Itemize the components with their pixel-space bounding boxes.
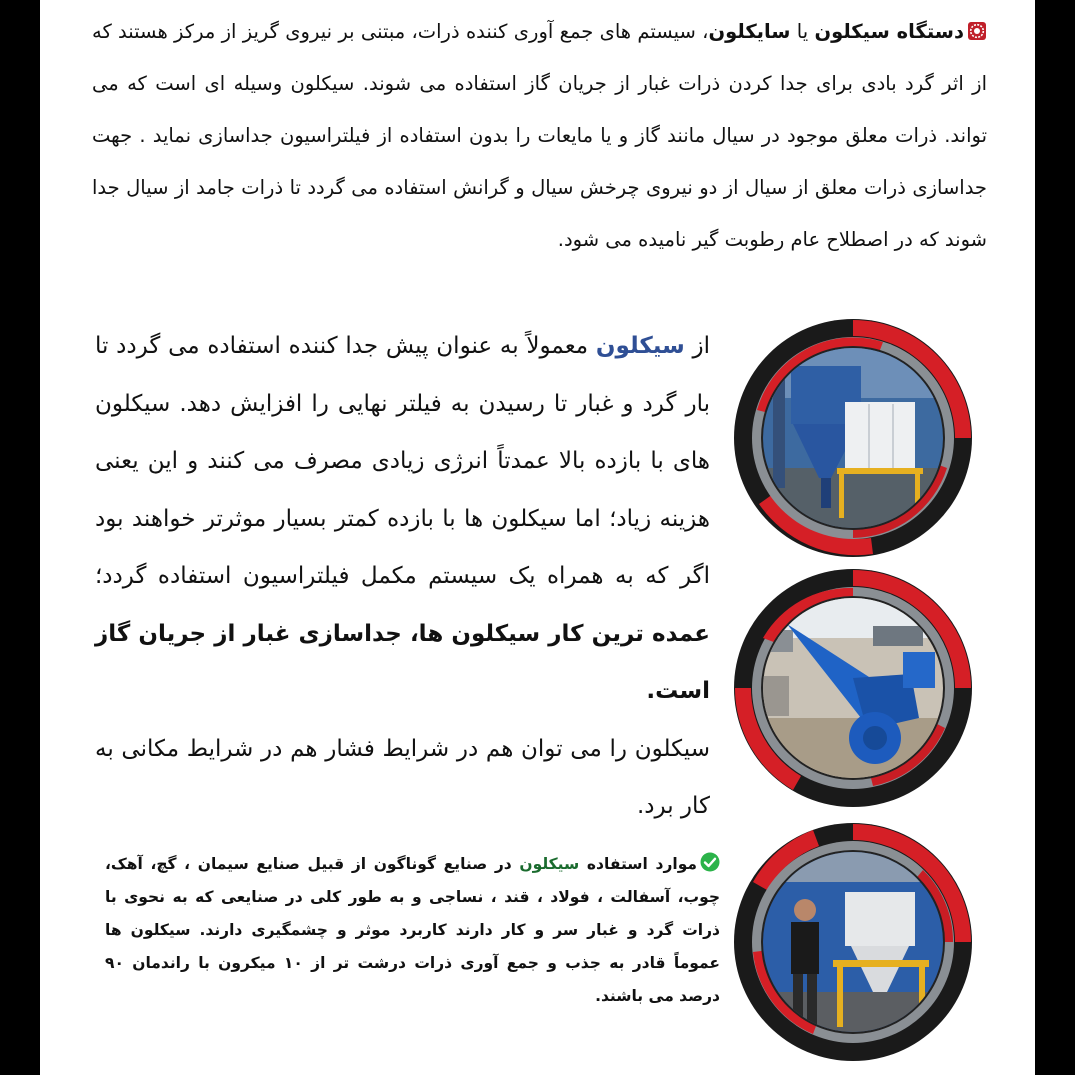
gear-bullet-icon <box>967 21 987 41</box>
section2-accent-term: سیکلون <box>595 333 685 359</box>
usage-body: در صنایع گوناگون از قبیل صنایع سیمان ، گچ، آهک، چوب، آسفالت ، فولاد ، قند ، نساجی و به طور کلی در صنایعی که به نحوی با ذرات گرد و غبار سر و کار دارند کاربرد موثر و چشمگیری دارند. سیکلون ها عموماً قادر به جذب و جمع آوری ذرات درشت تر از ۱۰ میکرون با راندمان ۹۰ درصد می باشند. <box>105 855 721 1005</box>
intro-body: ، سیستم های جمع آوری کننده ذرات، مبتنی بر نیروی گریز از مرکز هستند که از اثر گرد بادی برای جدا کردن ذرات غبار از جریان گاز استفاده می شوند. سیکلون وسیله ای است که می تواند. ذرات معلق موجود در سیال مانند گاز و یا مایعات را بدون استفاده از فیلتراسیون جداسازی نماید . جهت جداسازی ذرات معلق از سیال از دو نیروی چرخش سیال و گرانش استفاده می گردد تا ذرات جامد از سیال جدا شوند که در اصطلاح عام رطوبت گیر نامیده می شود. <box>92 20 987 251</box>
check-circle-icon <box>700 852 720 872</box>
intro-lead-term: دستگاه سیکلون <box>814 20 964 43</box>
cyclone-worker-photo <box>733 822 973 1062</box>
preseparator-paragraph <box>95 318 710 836</box>
section2-body: معمولاً به عنوان پیش جدا کننده استفاده می گردد تا بار گرد و غبار تا رسیدن به فیلتر نهایی را افزایش دهد. سیکلون های با بازده بالا عمدتاً انرژی زیادی مصرف می کنند و این یعنی هزینه زیاد؛ اما سیکلون ها با بازده کمتر بسیار موثرتر خواهند بود اگر که به همراه یک سیستم مکمل فیلتراسیون استفاده گردد؛ <box>95 333 710 589</box>
intro-paragraph <box>92 6 987 266</box>
article-page <box>40 0 1035 1075</box>
blue-cyclone-yard-photo <box>733 568 973 808</box>
section2-prefix: از <box>684 333 710 359</box>
intro-lead-term-2: سایکلون <box>708 20 791 43</box>
usage-label-prefix: موارد استفاده <box>579 855 698 873</box>
section2-body-after: سیکلون را می توان هم در شرایط فشار هم در شرایط مکانی به کار برد. <box>95 735 710 819</box>
usage-paragraph <box>105 848 720 1013</box>
intro-connector: یا <box>790 20 815 43</box>
cyclone-bagfilter-photo <box>733 318 973 558</box>
section2-bold-statement: عمده ترین کار سیکلون ها، جداسازی غبار از جریان گاز است. <box>95 620 710 704</box>
usage-label-accent: سیکلون <box>519 855 580 873</box>
